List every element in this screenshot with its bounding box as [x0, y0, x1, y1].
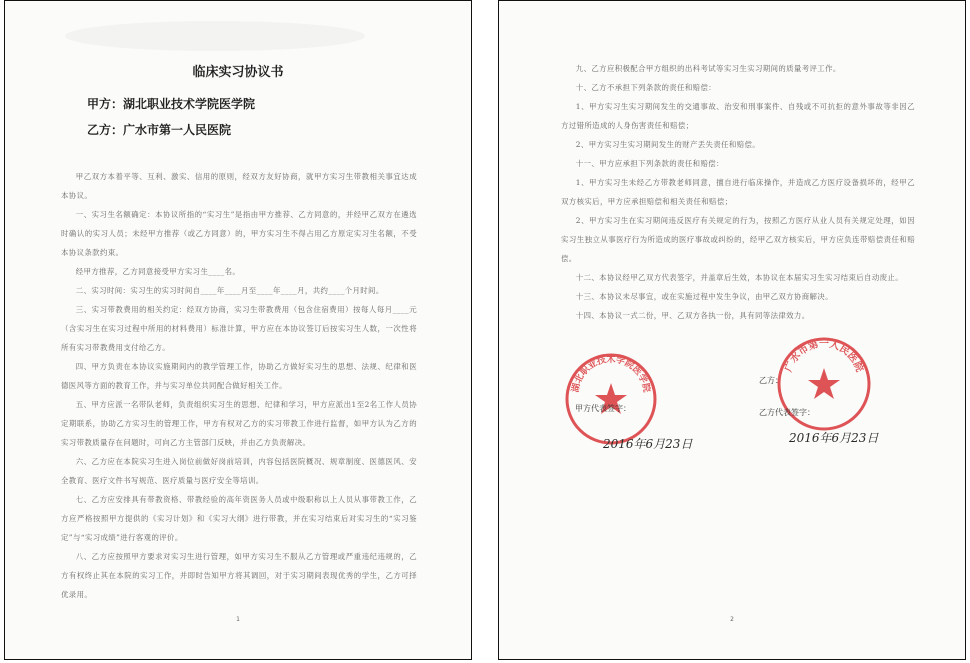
- document-page-2: [498, 0, 966, 660]
- paragraph-clause-11: 十一、甲方应承担下列条款的责任和赔偿：: [575, 159, 724, 168]
- seal-a-text: 湖北职业技术学院医学院: [570, 354, 652, 394]
- paragraph-clause-5: 五、甲方应派一名带队老师，负责组织实习生的思想、纪律和学习，甲方应派出1至2名工作人员协定期联系，协助乙方实习生的管理工作，甲方有权对乙方的实习带教工作进行监督，如甲方认为乙方的实习带教质量存在问题时，可向乙方主管部门反映，并由乙方负责解决。: [61, 400, 417, 447]
- paragraph-clause-13: 十三、本协议未尽事宜，或在实施过程中发生争议，由甲乙双方协商解决。: [575, 292, 833, 301]
- paragraph-clause-12: 十二、本协议经甲乙双方代表签字，并盖章后生效，本协议在本届实习生实习结束后自动废止。: [575, 273, 904, 282]
- paragraph-preamble: 甲乙双方本着平等、互利、激实、信用的原则，经双方友好协商，就甲方实习生带教相关事宜达成本协议。: [61, 172, 417, 200]
- paragraph-clause-10-1: 1、甲方实习生实习期间发生的交通事故、治安和刑事案件、自残或不可抗拒的意外事故等非因乙方过错所造成的人身伤害责任和赔偿；: [561, 102, 915, 130]
- paragraph-clause-10-2: 2、甲方实习生实习期间发生的财产丢失责任和赔偿。: [575, 140, 761, 149]
- paragraph-clause-4: 四、甲方负责在本协议实施期间内的教学管理工作，协助乙方做好实习生的思想、法规、纪律和医德医风等方面的教育工作，并与实习单位共同配合做好相关工作。: [61, 362, 417, 390]
- document-page-1: [4, 0, 472, 660]
- document-title: 临床实习协议书: [192, 65, 284, 80]
- paragraph-quota: 经甲方推荐，乙方同意接受甲方实习生____名。: [75, 267, 241, 276]
- party-a-line: 甲方：湖北职业技术学院医学院: [87, 97, 256, 111]
- scan-noise: [65, 21, 365, 51]
- party-b-official-seal: [775, 335, 873, 433]
- signature-date-a: 2016年6月23日: [603, 437, 693, 451]
- agreement-body-page-2: [561, 59, 915, 325]
- party-b-line: 乙方：广水市第一人民医院: [87, 123, 232, 137]
- party-b-rep-label: 乙方代表签字：: [759, 408, 815, 417]
- paragraph-clause-14: 十四、本协议一式二份，甲、乙双方各执一份，具有同等法律效力。: [575, 311, 810, 320]
- paragraph-clause-6: 六、乙方应在本院实习生进入岗位前做好岗前培训，内容包括医院概况、规章制度、医德医风、安全教育、医疗文件书写规范、医疗质量与医疗安全等培训。: [61, 457, 417, 485]
- paragraph-clause-3: 三、实习带教费用的相关约定：经双方协商，实习生带教费用（包含住宿费用）按每人每月____元（含实习生在实习过程中所用的材料费用）标准计算，甲方应在本协议签订后按实习生人数，一次性将所有实习带教费用支付给乙方。: [61, 305, 417, 352]
- seal-b-text: 广水市第一人民医院: [783, 338, 865, 374]
- agreement-body-page-1: [61, 167, 417, 604]
- page-number: 1: [236, 616, 240, 623]
- page-number: 2: [730, 616, 734, 623]
- party-a-official-seal: [563, 351, 659, 447]
- party-b-label: 乙方：: [759, 376, 783, 385]
- paragraph-clause-11-1: 1、甲方实习生未经乙方带教老师同意，擅自进行临床操作，并造成乙方医疗设备损坏的，经甲乙双方核实后，甲方应承担赔偿和相关责任和赔偿；: [561, 178, 915, 206]
- paragraph-clause-9: 九、乙方应积极配合甲方组织的出科考试等实习生实习期间的质量考评工作。: [575, 64, 841, 73]
- signature-date-b: 2016年6月23日: [789, 431, 879, 445]
- paragraph-clause-8: 八、乙方应按照甲方要求对实习生进行管理，如甲方实习生不服从乙方管理或严重违纪违规的，乙方有权终止其在本院的实习工作，并即时告知甲方将其调回，对于实习期间表现优秀的学生，乙方可择优录用。: [61, 552, 417, 599]
- paragraph-clause-2: 二、实习时间：实习生的实习时间自____年____月至____年____月，共约____个月时间。: [75, 286, 384, 295]
- paragraph-clause-10: 十、乙方不承担下列条款的责任和赔偿：: [575, 83, 717, 92]
- paragraph-clause-11-2: 2、甲方实习生在实习期间违反医疗有关规定的行为，按照乙方医疗从业人员有关规定处理，如因实习生独立从事医疗行为所造成的医疗事故或纠纷的，经甲乙双方核实后，甲方应负连带赔偿责任和赔偿。: [561, 216, 915, 263]
- party-a-rep-label: 甲方代表签字：: [575, 404, 631, 413]
- paragraph-clause-1: 一、实习生名额确定：本协议所指的“实习生”是指由甲方推荐、乙方同意的，并经甲乙双方在遴选时确认的实习人员；未经甲方推荐（或乙方同意）的，甲方实习生不得占用乙方原定实习生名额，不受本协议条款约束。: [61, 210, 417, 257]
- paragraph-clause-7: 七、乙方应安排具有带教资格、带教经验的高年资医务人员或中级职称以上人员从事带教工作，乙方应严格按照甲方提供的《实习计划》和《实习大纲》进行带教，并在实习结束后对实习生的“实习鉴定”与“实习成绩”进行客观的评价。: [61, 495, 417, 542]
